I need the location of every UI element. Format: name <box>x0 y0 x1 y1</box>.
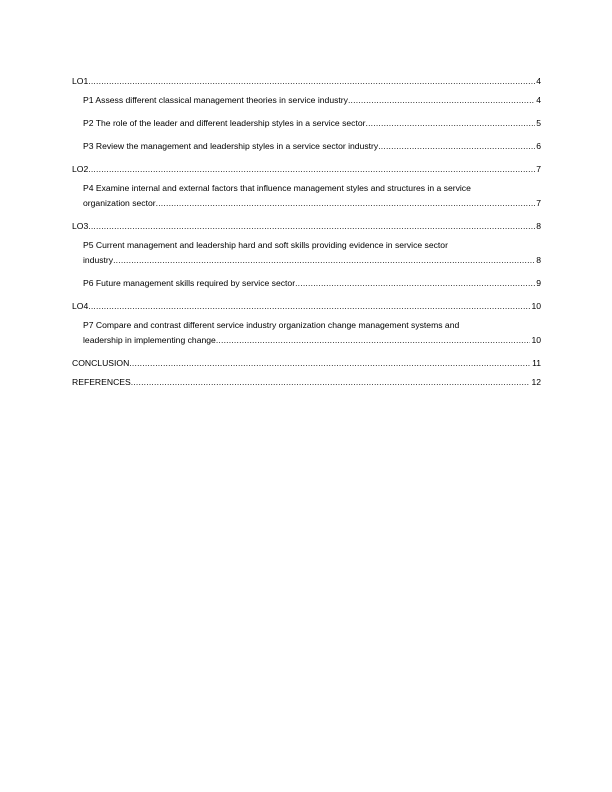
toc-entry-text: LO1 <box>72 76 89 86</box>
toc-entry-text: industry <box>83 255 114 265</box>
toc-page-number: 4 <box>536 76 541 86</box>
toc-entry-lo2[interactable] <box>72 162 541 177</box>
toc-page-number: 5 <box>536 118 541 128</box>
toc-entry-p3[interactable] <box>72 139 541 154</box>
toc-entry-text: LO2 <box>72 164 89 174</box>
toc-entry-text: LO3 <box>72 221 89 231</box>
toc-leader-dots <box>216 333 531 348</box>
toc-page-number: 7 <box>536 164 541 174</box>
toc-entry-text-line1: P5 Current management and leadership hard and soft skills providing evidence in service sector <box>83 240 448 250</box>
toc-entry-text: REFERENCES <box>72 377 131 387</box>
toc-entry-p4[interactable] <box>72 181 541 211</box>
toc-leader-dots <box>378 139 535 154</box>
toc-page-number: 12 <box>531 377 541 387</box>
toc-entry-lo1[interactable] <box>72 74 541 89</box>
toc-entry-lo4[interactable] <box>72 299 541 314</box>
toc-page-number: 6 <box>536 141 541 151</box>
toc-leader-dots <box>131 375 531 390</box>
toc-entry-references[interactable] <box>72 375 541 390</box>
toc-entry-text: CONCLUSION <box>72 358 130 368</box>
toc-entry-p7[interactable] <box>72 318 541 348</box>
toc-leader-dots <box>88 299 530 314</box>
toc-entry-text: P2 The role of the leader and different leadership styles in a service sector <box>83 118 366 128</box>
toc-entry-text: organization sector <box>83 198 156 208</box>
toc-leader-dots <box>88 219 535 234</box>
toc-entry-conclusion[interactable] <box>72 356 541 371</box>
toc-page-number: 9 <box>536 278 541 288</box>
toc-entry-text: P6 Future management skills required by service sector <box>83 278 296 288</box>
toc-leader-dots <box>129 356 531 371</box>
toc-entry-p6[interactable] <box>72 276 541 291</box>
toc-page-number: 11 <box>532 358 541 368</box>
toc-page-number: 10 <box>531 335 541 345</box>
toc-page-number: 4 <box>536 95 541 105</box>
toc-page-number: 7 <box>536 198 541 208</box>
toc-entry-text-line1: P7 Compare and contrast different service industry organization change management systems and <box>83 320 460 330</box>
toc-page-number: 8 <box>536 255 541 265</box>
toc-page-number: 10 <box>531 301 541 311</box>
toc-leader-dots <box>88 74 535 89</box>
toc-leader-dots <box>113 253 535 268</box>
toc-entry-p2[interactable] <box>72 116 541 131</box>
toc-entry-p1[interactable] <box>72 93 541 108</box>
table-of-contents <box>72 71 541 394</box>
toc-entry-p5[interactable] <box>72 238 541 268</box>
toc-leader-dots <box>365 116 535 131</box>
toc-entry-text: leadership in implementing change <box>83 335 216 345</box>
toc-entry-text: P3 Review the management and leadership styles in a service sector industry <box>83 141 379 151</box>
toc-entry-text: P1 Assess different classical management theories in service industry <box>83 95 348 105</box>
toc-leader-dots <box>295 276 535 291</box>
toc-leader-dots <box>156 196 536 211</box>
toc-page-number: 8 <box>536 221 541 231</box>
toc-entry-text: LO4 <box>72 301 89 311</box>
toc-leader-dots <box>348 93 535 108</box>
toc-entry-lo3[interactable] <box>72 219 541 234</box>
toc-leader-dots <box>88 162 535 177</box>
toc-entry-text-line1: P4 Examine internal and external factors that influence management styles and structures in a service <box>83 183 471 193</box>
